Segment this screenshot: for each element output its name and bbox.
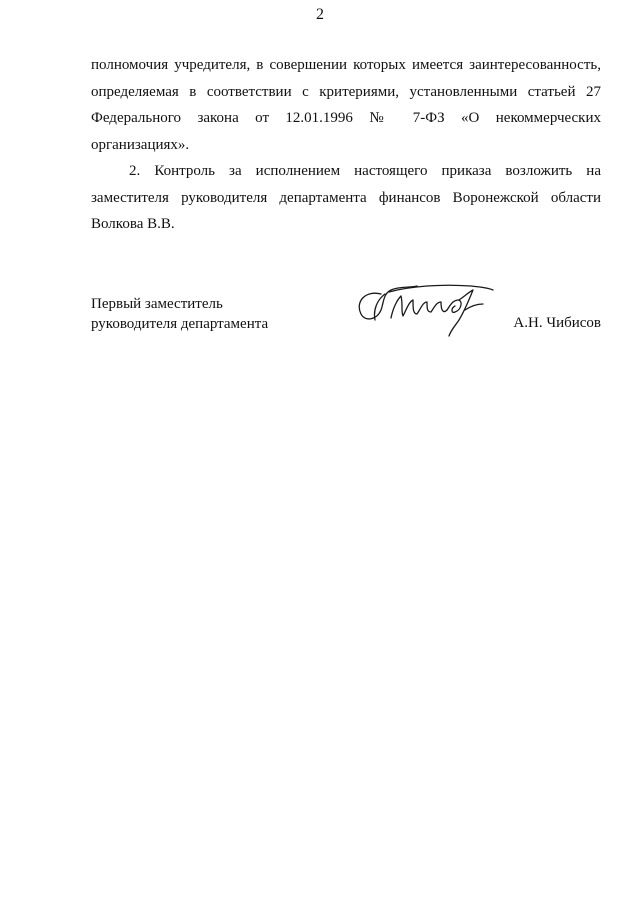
paragraph-1-line-4: организациях».: [91, 136, 190, 153]
signer-position-line-1: Первый заместитель: [91, 296, 223, 312]
signer-position-line-2: руководителя департамента: [91, 316, 269, 332]
paragraph-1: [91, 52, 601, 158]
signer-position: [91, 294, 331, 334]
paragraph-2-line-1: 2. Контроль за исполнением настоящего приказа возложить на: [129, 163, 601, 179]
paragraph-2-line-2: заместителя руководителя департамента финансов Воронежской области: [91, 189, 601, 206]
paragraph-2: [91, 158, 601, 238]
signature-strokes: [359, 285, 493, 336]
paragraph-1-line-2: определяемая в соответствии с критериями, установленными статьей 27: [91, 83, 601, 100]
signature-block: [91, 294, 601, 344]
handwritten-signature: [351, 280, 501, 340]
paragraph-2-line-3: Волкова В.В.: [91, 216, 175, 232]
page-number: 2: [316, 6, 324, 23]
document-body: [91, 52, 601, 238]
paragraph-1-line-3: Федерального закона от 12.01.1996 № 7-ФЗ «О некоммерческих: [91, 110, 601, 126]
signer-name: А.Н. Чибисов: [513, 315, 601, 331]
paragraph-1-line-1: полномочия учредителя, в совершении которых имеется заинтересованность,: [91, 57, 601, 73]
